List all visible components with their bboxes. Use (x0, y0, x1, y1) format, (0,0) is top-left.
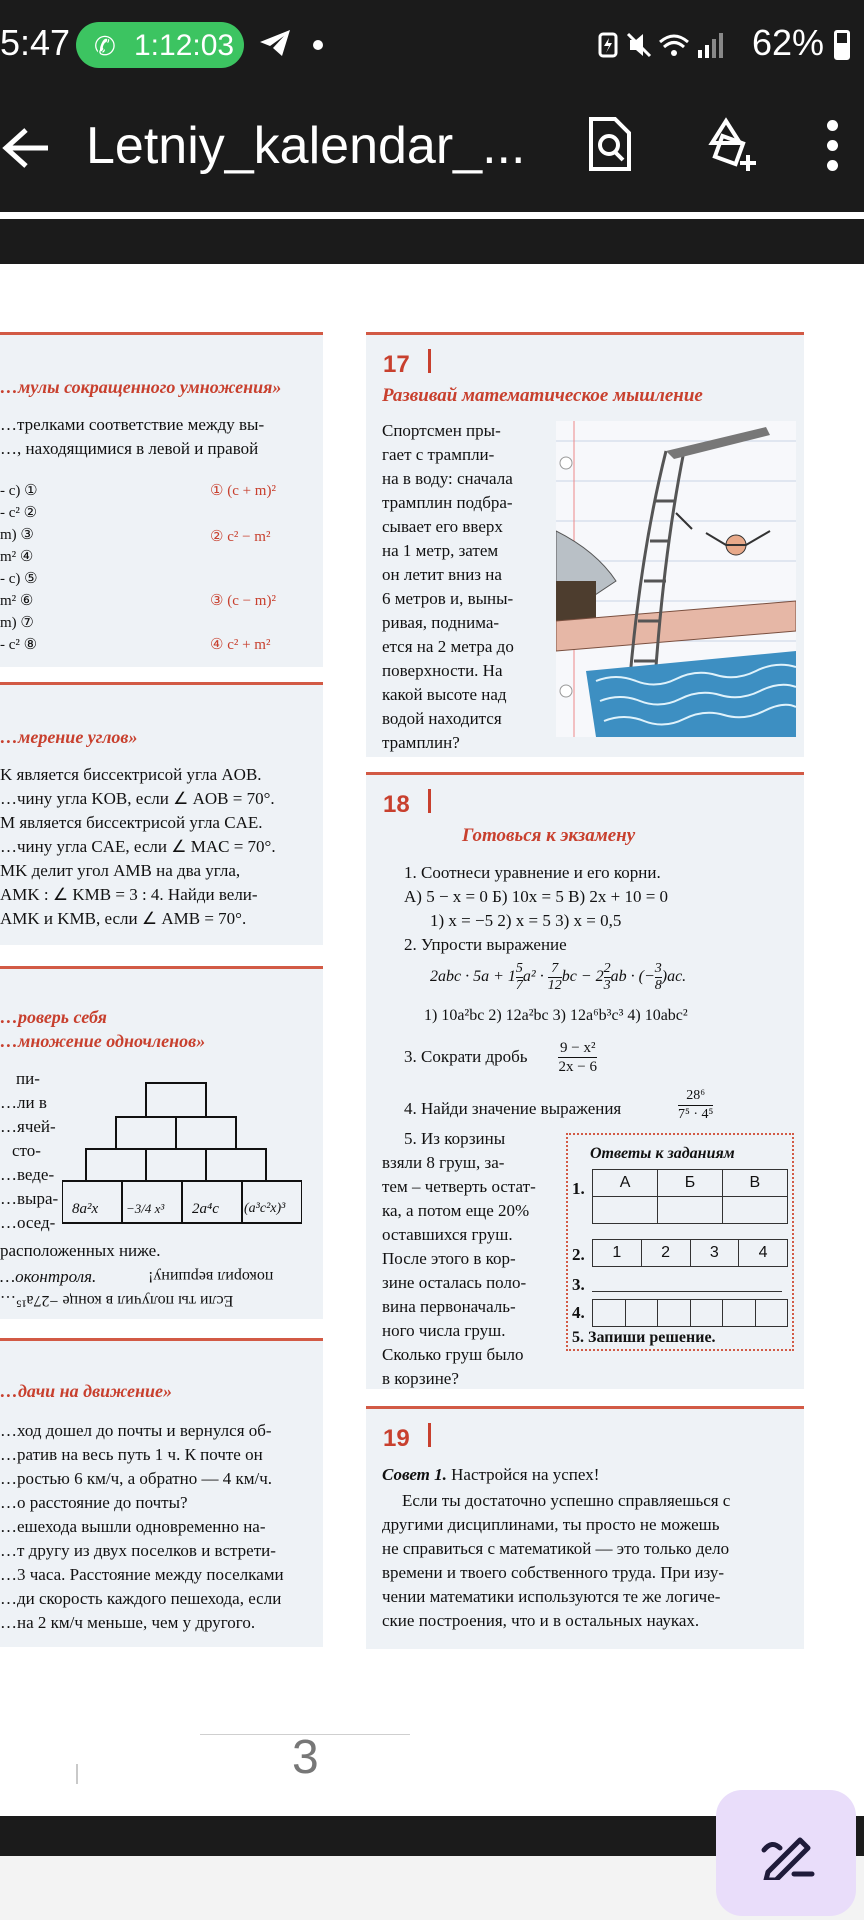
answers-row-label: 2. (572, 1245, 585, 1264)
card-17-line: поверхности. На (382, 661, 503, 680)
card-17-line: ется на 2 метра до (382, 637, 514, 656)
q5-line: вина первоначаль- (382, 1297, 516, 1316)
check-line: …оконтроля. (0, 1267, 97, 1286)
angles-line: …чину угла KOB, если ∠ AOB = 70°. (0, 789, 275, 808)
formula-right-item: ② c² − m² (210, 529, 271, 545)
angles-line: AMK : ∠ KMB = 3 : 4. Найди вели- (0, 885, 258, 904)
formula-left-item: - c² ⑧ (0, 637, 38, 653)
more-options-icon[interactable] (822, 120, 842, 180)
flipped-answer-2: Если ты получил в конце −27a¹⁵… (0, 1292, 234, 1309)
q5-line: ного числа груш. (382, 1321, 506, 1340)
answer-blank-cell[interactable] (723, 1300, 756, 1327)
card-19-number: 19 (383, 1425, 410, 1452)
check-side-word: …ячей- (0, 1117, 56, 1136)
left-card-formulas-heading: …мулы сокращенного умножения» (0, 377, 282, 397)
q2-expression: 2abc · 5a + 1 $\frac{5}{7}$ a² · $\frac{7}{12}$ bc − 2 $\frac{2}{3}$ ab · (− $\frac{3}{8}$ )ac. (430, 961, 687, 993)
q2-expr-part: ab · (610, 968, 635, 986)
card-17-line: на в воду: сначала (382, 469, 513, 488)
page-number-watermark (270, 1656, 350, 1736)
card-17-line: трамплин подбра- (382, 493, 513, 512)
card-18-number: 18 (383, 791, 410, 818)
battery-icon (834, 30, 850, 60)
back-arrow-icon[interactable] (0, 110, 50, 180)
q5-line: Сколько груш было (382, 1345, 524, 1364)
q5-line: в корзине? (382, 1369, 459, 1388)
call-timer: 1:12:03 (134, 29, 235, 62)
tip-title: Настройся на успех! (446, 1465, 600, 1484)
pyramid-cell: (a³c²x)³ (244, 1201, 286, 1216)
answer-blank-cell[interactable] (658, 1300, 691, 1327)
card-18-number-bar (428, 789, 431, 813)
answers-box-title: Ответы к заданиям (590, 1145, 735, 1162)
q2-fraction: $\frac{3}{8}$ (654, 961, 662, 993)
card-17-line: водой находится (382, 709, 502, 728)
card-17-line: гает с трампли- (382, 445, 495, 464)
answer-option-cell[interactable]: 2 (641, 1240, 690, 1267)
q1-roots: 1) x = −5 2) x = 5 3) x = 0,5 (430, 911, 622, 930)
motion-line: …о расстояние до почты? (0, 1493, 188, 1512)
card-19-tip (382, 1465, 599, 1485)
q2-answers: 1) 10a²bc 2) 12a²bc 3) 12a⁶b³c³ 4) 10abc² (424, 1007, 688, 1024)
status-bar (0, 0, 864, 90)
motion-line: …т другу из двух поселков и встрети- (0, 1541, 276, 1560)
mute-icon (628, 34, 650, 56)
search-in-document-icon[interactable] (585, 115, 635, 175)
answer-line-3[interactable] (592, 1291, 782, 1292)
angles-line: K является биссектрисой угла AOB. (0, 765, 262, 784)
answer-option-cell[interactable]: 3 (690, 1240, 739, 1267)
card-19-line: Если ты достаточно успешно справляешься с (402, 1491, 731, 1510)
diving-illustration (556, 421, 796, 737)
pen-edit-icon (760, 1830, 816, 1880)
document-title: Letniy_kalendar_... (86, 117, 526, 175)
q2-expr-part: a² · (522, 968, 544, 986)
formula-left-item: - c² ② (0, 505, 38, 521)
viewer-top-band (0, 219, 864, 264)
formula-right-item: ④ c² + m² (210, 637, 271, 653)
q2-expr-part: ac. (667, 968, 687, 986)
q1-text: 1. Соотнеси уравнение и его корни. (404, 863, 661, 882)
answers-table-4 (592, 1299, 788, 1327)
check-side-word: пи- (16, 1069, 40, 1088)
q5-line: оставшихся груш. (382, 1225, 513, 1244)
formula-left-item: - c) ⑤ (0, 571, 38, 587)
answer-cell-b[interactable] (658, 1197, 722, 1224)
motion-heading: …дачи на движение» (0, 1381, 173, 1401)
document-page[interactable] (0, 264, 864, 1816)
page-tick (76, 1764, 78, 1784)
answers-row-label: 3. (572, 1275, 585, 1294)
battery-level: 62% (752, 22, 825, 63)
left-card-check-yourself (0, 966, 323, 1319)
ongoing-call-chip[interactable] (76, 22, 244, 68)
card-17-line: 6 метров и, выны- (382, 589, 514, 608)
left-card-formulas (0, 332, 323, 667)
q2-fraction: $\frac{7}{12}$ (547, 961, 562, 993)
annotate-shapes-icon[interactable] (706, 115, 766, 175)
answer-option-cell[interactable]: 4 (739, 1240, 788, 1267)
card-17-line: какой высоте над (382, 685, 507, 704)
motion-line: …ростью 6 км/ч, а обратно — 4 км/ч. (0, 1469, 273, 1488)
pyramid-cell: 8a²x (72, 1201, 99, 1217)
answers-table-1 (592, 1169, 788, 1224)
left-card-angles-heading: …мерение углов» (0, 727, 138, 747)
check-side-word: …выра- (0, 1189, 59, 1208)
formula-right-item: ③ (c − m)² (210, 593, 276, 609)
card-17-number: 17 (383, 351, 410, 378)
signal-icon (698, 33, 723, 58)
answers-row-label: 1. (572, 1179, 585, 1198)
notification-dot-icon (313, 40, 323, 50)
formula-left-item: m² ⑥ (0, 593, 34, 609)
q5-line: взяли 8 груш, за- (382, 1153, 505, 1172)
card-19-line: другими дисциплинами, ты просто не можешь (382, 1515, 720, 1534)
card-17-line: на 1 метр, затем (382, 541, 499, 560)
status-icons (598, 30, 748, 60)
left-card-motion (0, 1338, 323, 1647)
card-17-heading: Развивай математическое мышление (382, 385, 703, 406)
angles-line: AMK и KMB, если ∠ AMB = 70°. (0, 909, 247, 928)
q2-fraction: $\frac{2}{3}$ (603, 961, 611, 993)
q3-text: 3. Сократи дробь (404, 1047, 528, 1066)
check-side-word: …веде- (0, 1165, 55, 1184)
answers-row-5: 5. Запиши решение. (572, 1329, 716, 1346)
check-line: расположенных ниже. (0, 1241, 161, 1260)
q2-text: 2. Упрости выражение (404, 935, 567, 954)
motion-line: …ход дошел до почты и вернулся об- (0, 1421, 272, 1440)
answers-table-2 (592, 1239, 788, 1267)
motion-line: …ешехода вышли одновременно на- (0, 1517, 266, 1536)
q2-expr-part: 2abc · 5a + 1 (430, 968, 516, 986)
answer-blank-cell[interactable] (755, 1300, 788, 1327)
q4-numerator: 28⁶ (678, 1087, 713, 1106)
top-progress-line (0, 212, 864, 219)
angles-line: …чину угла CAE, если ∠ MAC = 70°. (0, 837, 276, 856)
card-19-line: ские построения, что и в остальных науках. (382, 1611, 700, 1630)
formula-right-item: ① (c + m)² (210, 483, 276, 499)
answer-blank-cell[interactable] (593, 1300, 626, 1327)
pyramid-cell: −3/4 x³ (126, 1201, 165, 1216)
formula-left-item: m) ⑦ (0, 615, 34, 631)
card-17-line: трамплин? (382, 733, 460, 752)
q2-expr-part: bc − 2 (561, 968, 604, 986)
q5-line: 5. Из корзины (404, 1129, 506, 1148)
edit-fab[interactable] (716, 1790, 856, 1916)
left-card-angles (0, 682, 323, 945)
check-side-word: сто- (12, 1141, 41, 1160)
q3-fraction (558, 1039, 597, 1076)
phone-icon: ✆ (94, 31, 116, 61)
check-heading-1: …роверь себя (0, 1007, 107, 1027)
answers-box (566, 1133, 794, 1351)
q3-numerator: 9 − x² (560, 1040, 596, 1056)
card-19-number-bar (428, 1423, 431, 1447)
card-17-line: он летит вниз на (382, 565, 502, 584)
check-side-word: …осед- (0, 1213, 56, 1232)
card-19-line: чении математики используются те же логиче- (382, 1587, 721, 1606)
q5-line: тем – четверть остат- (382, 1177, 536, 1196)
answer-cell-v[interactable] (722, 1197, 787, 1224)
q5-line: зине осталась поло- (382, 1273, 527, 1292)
telegram-icon (258, 28, 292, 58)
card-18 (366, 772, 804, 1389)
wifi-icon (660, 36, 688, 56)
answer-header-a: А (593, 1170, 658, 1197)
q4-denominator: 7⁵ · 4⁵ (678, 1107, 714, 1122)
motion-line: …3 часа. Расстояние между поселками (0, 1565, 284, 1584)
pyramid-cell: 2a⁴c (192, 1201, 219, 1217)
answer-blank-cell[interactable] (690, 1300, 723, 1327)
check-heading-2: …множение одночленов» (0, 1031, 206, 1051)
check-side-word: …ли в (0, 1093, 47, 1112)
q4-fraction (678, 1087, 713, 1124)
flipped-answer-1: покорил вершину! (148, 1268, 274, 1285)
answer-option-cell[interactable]: 1 (593, 1240, 642, 1267)
app-bar (0, 90, 864, 212)
q3-denominator: 2x − 6 (558, 1059, 597, 1075)
card-19-line: времени и твоего собственного труда. При изу- (382, 1563, 724, 1582)
status-time: 5:47 (0, 22, 71, 63)
motion-line: …ратив на весь путь 1 ч. К почте он (0, 1445, 263, 1464)
tip-label: Совет 1. (382, 1465, 447, 1484)
angles-line: M является биссектрисой угла CAE. (0, 813, 263, 832)
answer-header-b: Б (658, 1170, 722, 1197)
q4-text: 4. Найди значение выражения (404, 1099, 622, 1118)
q5-line: После этого в кор- (382, 1249, 516, 1268)
formula-left-item: m² ④ (0, 549, 34, 565)
motion-line: …ди скорость каждого пешехода, если (0, 1589, 282, 1608)
answer-cell-a[interactable] (593, 1197, 658, 1224)
card-17-line: ривая, поднима- (382, 613, 500, 632)
card-17 (366, 332, 804, 757)
card-17-line: Спортсмен пры- (382, 421, 501, 440)
answers-row-label: 4. (572, 1303, 585, 1322)
left-card-formulas-intro-2: …, находящимися в левой и правой (0, 439, 259, 458)
formula-left-item: - c) ① (0, 483, 38, 499)
answer-blank-cell[interactable] (625, 1300, 658, 1327)
card-17-line: сывает его вверх (382, 517, 503, 536)
motion-line: …на 2 км/ч меньше, чем у другого. (0, 1613, 256, 1632)
answer-header-v: В (722, 1170, 787, 1197)
card-18-heading: Готовься к экзамену (462, 825, 636, 846)
card-19-line: не справиться с математикой — это только дело (382, 1539, 730, 1558)
q2-fraction: $\frac{5}{7}$ (515, 961, 523, 993)
q5-line: ка, а потом еще 20% (382, 1201, 530, 1220)
angles-line: MK делит угол AMB на два угла, (0, 861, 241, 880)
left-card-formulas-intro-1: …трелками соответствие между вы- (0, 415, 265, 434)
q1-options: А) 5 − x = 0 Б) 10x = 5 В) 2x + 10 = 0 (404, 887, 669, 906)
card-17-number-bar (428, 349, 431, 373)
card-19 (366, 1406, 804, 1649)
formula-left-item: m) ③ (0, 527, 34, 543)
page-number: 3 (292, 1731, 319, 1784)
battery-saver-icon (600, 34, 616, 56)
